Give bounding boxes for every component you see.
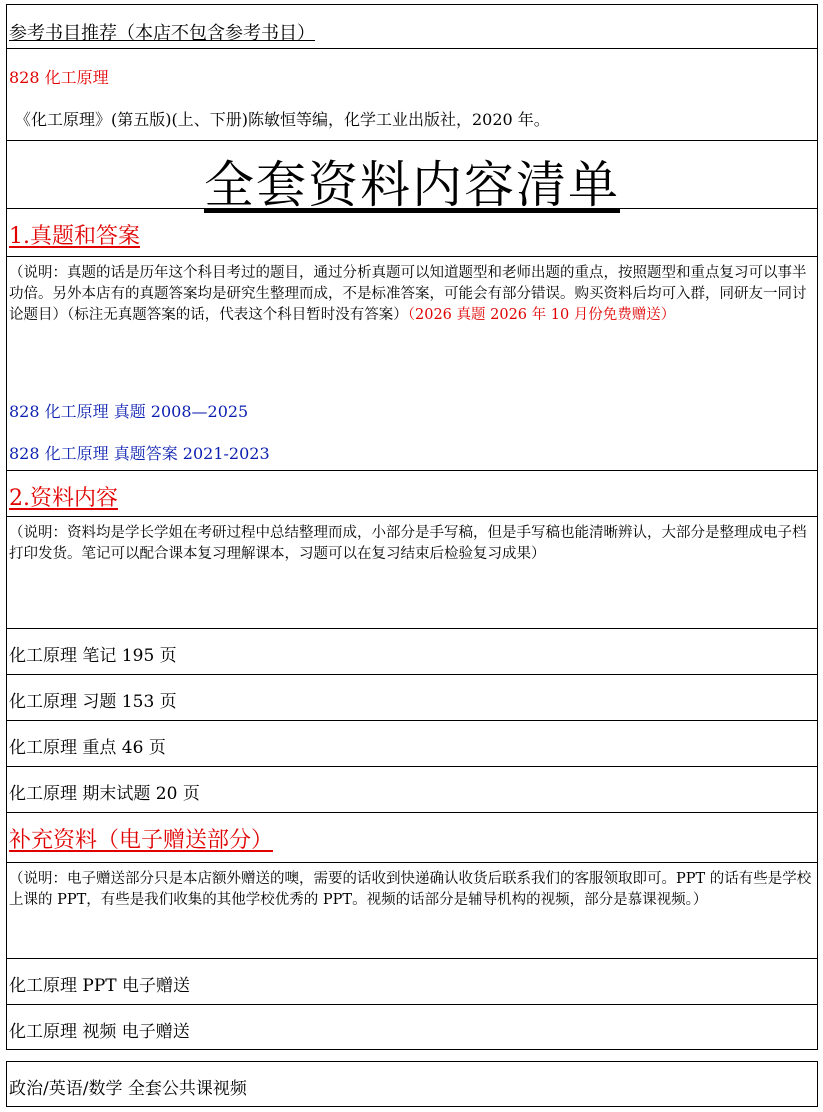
exam-papers-line: 828 化工原理 真题 2008—2025	[9, 402, 249, 421]
item-final-exams: 化工原理 期末试题 20 页	[9, 784, 200, 804]
item-notes: 化工原理 笔记 195 页	[9, 646, 177, 666]
list-item	[7, 959, 817, 1005]
section1-heading-row	[7, 209, 817, 257]
item-exercises: 化工原理 习题 153 页	[9, 692, 177, 712]
reference-title: 参考书目推荐（本店不包含参考书目）	[9, 23, 315, 44]
subject-code: 828 化工原理	[9, 68, 109, 87]
list-item	[7, 1005, 817, 1051]
section3-heading: 补充资料（电子赠送部分）	[9, 828, 274, 853]
section1-note-red: （2026 真题 2026 年 10 月份免费赠送）	[407, 307, 676, 323]
public-courses-table	[6, 1061, 818, 1107]
section1-note-text: （说明：真题的话是历年这个科目考过的题目，通过分析真题可以知道题型和老师出题的重点，按照题型和重点复习可以事半功倍。另外本店有的真题答案均是研究生整理而成，不是标准答案，可能会有部分错误。购买资料后均可入群，同研友一同讨论题目）（标注无真题答案的话，代表这个科目暂时没有答案）	[9, 265, 807, 323]
section3-note-row	[7, 863, 817, 959]
item-public-courses: 政治/英语/数学 全套公共课视频	[9, 1079, 247, 1099]
item-keypoints: 化工原理 重点 46 页	[9, 738, 166, 758]
list-item	[7, 1062, 817, 1106]
reference-book-row	[7, 49, 817, 141]
section3-note: （说明：电子赠送部分只是本店额外赠送的噢，需要的话收到快递确认收货后联系我们的客服领取即可。PPT 的话有些是学校上课的 PPT，有些是我们收集的其他学校优秀的 PPT。视频的话部分是辅导机构的视频，部分是慕课视频。）	[9, 871, 812, 908]
section2-note: （说明：资料均是学长学姐在考研过程中总结整理而成，小部分是手写稿，但是手写稿也能清晰辨认，大部分是整理成电子档打印发货。笔记可以配合课本复习理解课本，习题可以在复习结束后检验复习成果）	[9, 525, 807, 562]
section2-note-row	[7, 517, 817, 629]
list-item	[7, 629, 817, 675]
section1-note	[9, 263, 815, 326]
section3-heading-row	[7, 813, 817, 863]
section2-heading: 2.资料内容	[9, 486, 118, 511]
section2-heading-row	[7, 471, 817, 517]
list-item	[7, 675, 817, 721]
section1-heading: 1.真题和答案	[9, 224, 140, 249]
section1-body-row	[7, 257, 817, 471]
reference-book: 《化工原理》(第五版)(上、下册)陈敏恒等编，化学工业出版社，2020 年。	[15, 110, 550, 129]
reference-title-row	[7, 5, 817, 49]
item-ppt: 化工原理 PPT 电子赠送	[9, 976, 191, 996]
main-title-row	[7, 141, 817, 214]
page-title: 全套资料内容清单	[204, 156, 620, 214]
list-item	[7, 721, 817, 767]
list-item	[7, 767, 817, 813]
materials-table	[6, 4, 818, 1050]
exam-answers-line: 828 化工原理 真题答案 2021-2023	[9, 444, 270, 463]
item-video: 化工原理 视频 电子赠送	[9, 1022, 190, 1042]
